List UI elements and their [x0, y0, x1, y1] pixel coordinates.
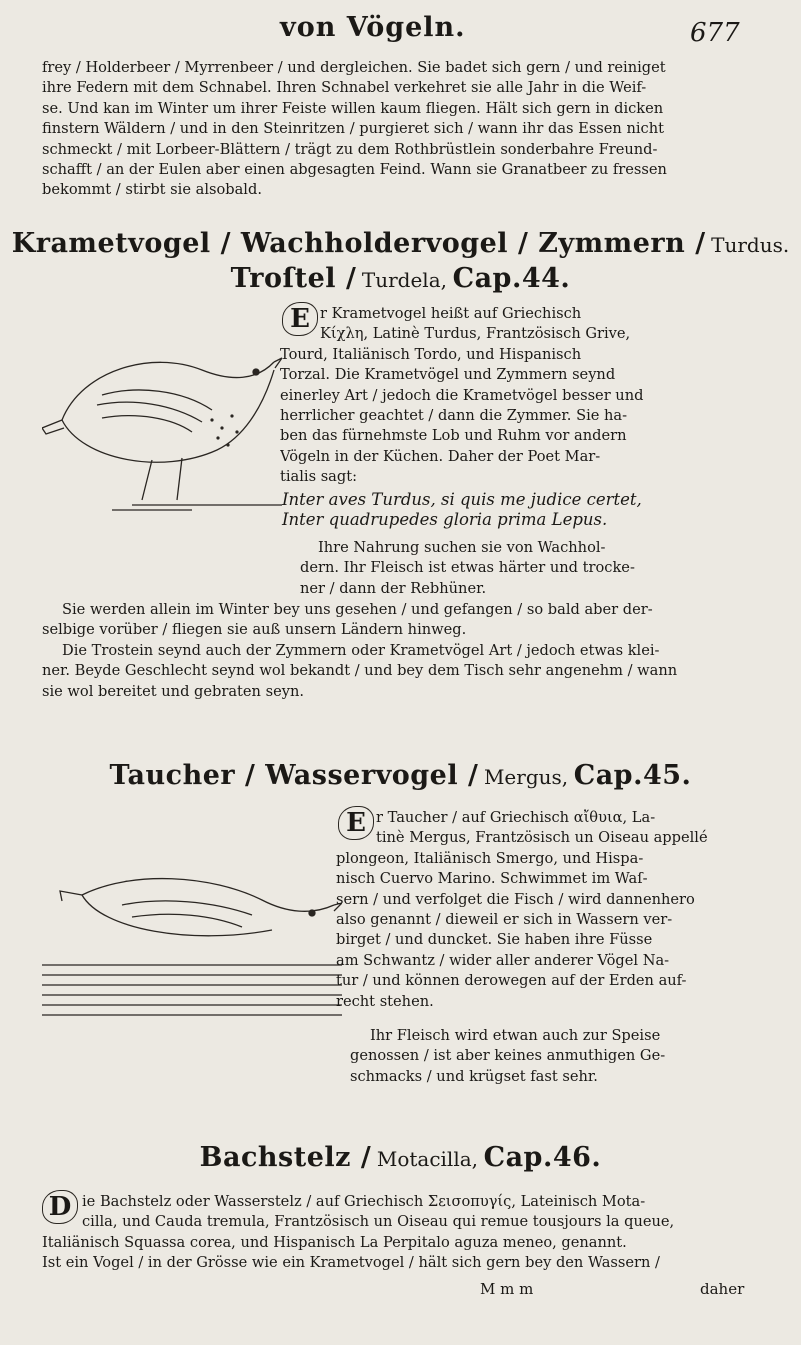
- text-line: Tourd, Italiänisch Tordo, und Hispanisch: [280, 345, 582, 363]
- heading-german: Bachstelz /: [199, 1142, 372, 1173]
- intro-paragraph: [42, 58, 758, 201]
- text-line: Torzal. Die Krametvögel und Zymmern seynd: [280, 366, 616, 384]
- catchword: daher: [700, 1280, 745, 1298]
- running-title: von Vögeln.: [280, 12, 466, 43]
- signature-mark: M m m: [480, 1280, 534, 1298]
- heading-latin: Turdela,: [361, 268, 447, 292]
- section-heading-taucher: [0, 760, 801, 791]
- section-heading-line2: [0, 263, 801, 294]
- text-line: ner / dann der Rebhüner.: [300, 579, 487, 597]
- text-line: dern. Ihr Fleisch ist etwas härter und trocke-: [300, 559, 635, 577]
- text-line: ner. Beyde Geschlecht seynd wol bekandt / und bey dem Tisch sehr angenehm / wann: [42, 662, 678, 680]
- heading-german: Taucher / Wasservogel /: [109, 760, 479, 791]
- text-line: schafft / an der Eulen aber einen abgesagten Feind. Wann sie Granatbeer zu fressen: [42, 161, 667, 179]
- text-line: also genannt / dieweil er sich in Wassern ver-: [336, 911, 673, 929]
- section-heading-krametvogel: [0, 228, 801, 259]
- heading-german: Krametvogel / Wachholdervogel / Zymmern /: [11, 228, 706, 259]
- section-44-paragraph-2: [300, 538, 760, 599]
- martial-verse: [282, 490, 642, 530]
- text-line: nisch Cuervo Marino. Schwimmet im Waſ-: [336, 870, 648, 888]
- text-line: finstern Wäldern / und in den Steinritzen / purgieret sich / wann ihr das Essen nicht: [42, 120, 664, 138]
- text-line: am Schwantz / wider aller anderer Vögel Na-: [336, 951, 670, 969]
- text-line: ie Bachstelz oder Wasserstelz / auf Griechisch Σεισοπυγίς, Lateinisch Mota-: [82, 1193, 646, 1210]
- thrush-woodcut-illustration: [42, 300, 284, 520]
- text-line: selbige vorüber / fliegen sie auß unsern Ländern hinweg.: [42, 621, 467, 639]
- text-line: Ihre Nahrung suchen sie von Wachhol-: [318, 539, 606, 556]
- text-line: se. Und kan im Winter um ihrer Feiste willen kaum fliegen. Hält sich gern in dicken: [42, 99, 664, 117]
- text-line: bekommt / stirbt sie alsobald.: [42, 181, 262, 199]
- section-46-paragraph: [42, 1192, 758, 1274]
- text-line: schmeckt / mit Lorbeer-Blättern / trägt zu dem Rothbrüstlein sonderbahre Freund-: [42, 140, 658, 158]
- text-line: birget / und duncket. Sie haben ihre Füsse: [336, 931, 653, 949]
- text-line: ihre Federn mit dem Schnabel. Ihren Schnabel verkehret sie alle Jahr in die Weif-: [42, 79, 647, 97]
- text-line: Italiänisch Squassa corea, und Hispanisch La Perpitalo aguza meneo, genannt.: [42, 1233, 627, 1251]
- verse-line: Inter aves Turdus, si quis me judice certet,: [282, 490, 642, 509]
- text-line: Ist ein Vogel / in der Grösse wie ein Krametvogel / hält sich gern bey den Wassern /: [42, 1254, 660, 1272]
- page-number: 677: [690, 18, 740, 48]
- text-line: genossen / ist aber keines anmuthigen Ge-: [350, 1047, 666, 1065]
- heading-latin: Turdus.: [711, 233, 790, 257]
- text-line: schmacks / und krügset fast sehr.: [350, 1067, 598, 1085]
- text-line: Vögeln in der Küchen. Daher der Poet Mar-: [280, 447, 601, 465]
- section-45-paragraph: [336, 808, 760, 1012]
- text-line: sie wol bereitet und gebraten seyn.: [42, 682, 305, 700]
- chapter-number: Cap.46.: [483, 1142, 602, 1173]
- text-line: Ihr Fleisch wird etwan auch zur Speise: [370, 1027, 661, 1044]
- section-45-paragraph-2: [350, 1026, 760, 1087]
- text-line: tialis sagt:: [280, 468, 358, 486]
- text-line: einerley Art / jedoch die Krametvögel besser und: [280, 386, 644, 404]
- text-line: sern / und verfolget die Fisch / wird dannenhero: [336, 890, 695, 908]
- heading-latin: Motacilla,: [376, 1147, 478, 1171]
- section-44-paragraph: [280, 304, 760, 488]
- verse-line: Inter quadrupedes gloria prima Lepus.: [282, 510, 608, 529]
- text-line: cilla, und Cauda tremula, Frantzösisch un Oiseau qui remue tousjours la queue,: [82, 1213, 675, 1231]
- heading-german: Troſtel /: [230, 263, 357, 294]
- section-44-full-paragraph: [42, 600, 758, 702]
- text-line: r Krametvogel heißt auf Griechisch: [320, 305, 582, 322]
- text-line: herrlicher geachtet / dann die Zymmer. Sie ha-: [280, 407, 628, 425]
- text-line: tur / und können derowegen auf der Erden auf-: [336, 972, 687, 990]
- diver-woodcut-illustration: [42, 835, 342, 1020]
- text-line: frey / Holderbeer / Myrrenbeer / und dergleichen. Sie badet sich gern / und reiniget: [42, 59, 666, 76]
- text-line: plongeon, Italiänisch Smergo, und Hispa-: [336, 849, 644, 867]
- drop-cap: E: [282, 302, 318, 336]
- text-line: Κίχλη, Latinè Turdus, Frantzösisch Grive,: [320, 325, 631, 343]
- text-line: tinè Mergus, Frantzösisch un Oiseau appellé: [376, 829, 708, 847]
- section-heading-bachstelz: [0, 1142, 801, 1173]
- drop-cap: E: [338, 806, 374, 840]
- text-line: ben das fürnehmste Lob und Ruhm vor andern: [280, 427, 627, 445]
- text-line: r Taucher / auf Griechisch αἴθυια, La-: [376, 809, 656, 826]
- heading-latin: Mergus,: [483, 765, 569, 789]
- text-line: recht stehen.: [336, 992, 434, 1010]
- text-line: Sie werden allein im Winter bey uns gesehen / und gefangen / so bald aber der-: [62, 601, 653, 618]
- chapter-number: Cap.44.: [452, 263, 571, 294]
- running-head: [0, 10, 801, 50]
- text-line: Die Trostein seynd auch der Zymmern oder Krametvögel Art / jedoch etwas klei-: [62, 641, 660, 659]
- chapter-number: Cap.45.: [573, 760, 692, 791]
- drop-cap: D: [42, 1190, 78, 1224]
